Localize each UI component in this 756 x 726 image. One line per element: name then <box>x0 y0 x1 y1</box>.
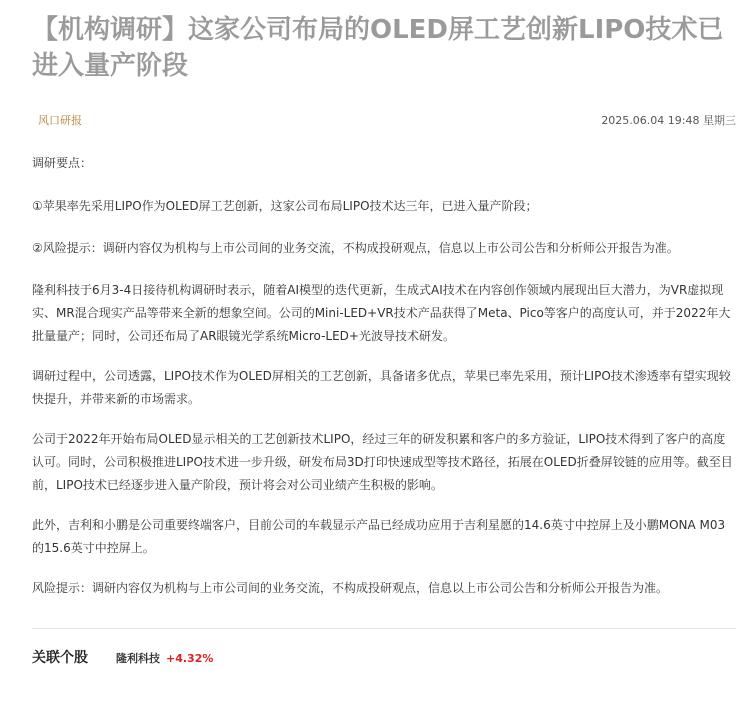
paragraph-body: 隆利科技于6月3-4日接待机构调研时表示，随着AI模型的迭代更新，生成式AI技术在内容创作领域内展现出巨大潜力，为VR虚拟现实、MR混合现实产品等带来全新的想象空间。公司的Mini-LED+VR技术产品获得了Meta、Pico等客户的高度认可，并于2022年大批量量产；同时，公司还布局了AR眼镜光学系统Micro-LED+光波导技术研发。 <box>32 283 731 343</box>
section-divider <box>32 628 736 629</box>
paragraph-point-2: ②风险提示：调研内容仅为机构与上市公司间的业务交流，不构成投研观点，信息以上市公司公告和分析师公开报告为准。 <box>32 241 679 255</box>
article-title: 【机构调研】这家公司布局的OLED屏工艺创新LIPO技术已进入量产阶段 <box>32 15 724 81</box>
paragraph-body: 公司于2022年开始布局OLED显示相关的工艺创新技术LIPO，经过三年的研发积累和客户的多方验证，LIPO技术得到了客户的高度认可。同时，公司积极推进LIPO技术进一步升级，研发布局3D打印快速成型等技术路径，拓展在OLED折叠屏铰链的应用等。截至目前，LIPO技术已经逐步进入量产阶段，预计将会对公司业绩产生积极的影响。 <box>32 432 733 492</box>
article-source-link[interactable]: 风口研报 <box>38 114 82 127</box>
related-stocks <box>32 647 736 667</box>
stock-change-badge: +4.32% <box>166 652 214 665</box>
related-stocks-title: 关联个股 <box>32 650 88 666</box>
paragraph-point-1: ①苹果率先采用LIPO作为OLED屏工艺创新，这家公司布局LIPO技术达三年，已进入量产阶段； <box>32 199 538 213</box>
paragraph-summary-heading: 调研要点： <box>32 156 93 170</box>
paragraph-body: 此外，吉利和小鹏是公司重要终端客户，目前公司的车载显示产品已经成功应用于吉利星愿的14.6英寸中控屏上及小鹏MONA M03的15.6英寸中控屏上。 <box>32 518 726 555</box>
article-datetime: 2025.06.04 19:48 星期三 <box>601 114 736 127</box>
article-meta <box>32 110 736 130</box>
stock-name-link[interactable]: 隆利科技 <box>116 652 160 665</box>
paragraph-body: 调研过程中，公司透露，LIPO技术作为OLED屏相关的工艺创新，具备诸多优点，苹果已率先采用，预计LIPO技术渗透率有望实现较快提升，并带来新的市场需求。 <box>32 369 731 406</box>
paragraph-risk-notice: 风险提示：调研内容仅为机构与上市公司间的业务交流，不构成投研观点，信息以上市公司公告和分析师公开报告为准。 <box>32 581 669 595</box>
article-body <box>32 152 736 600</box>
